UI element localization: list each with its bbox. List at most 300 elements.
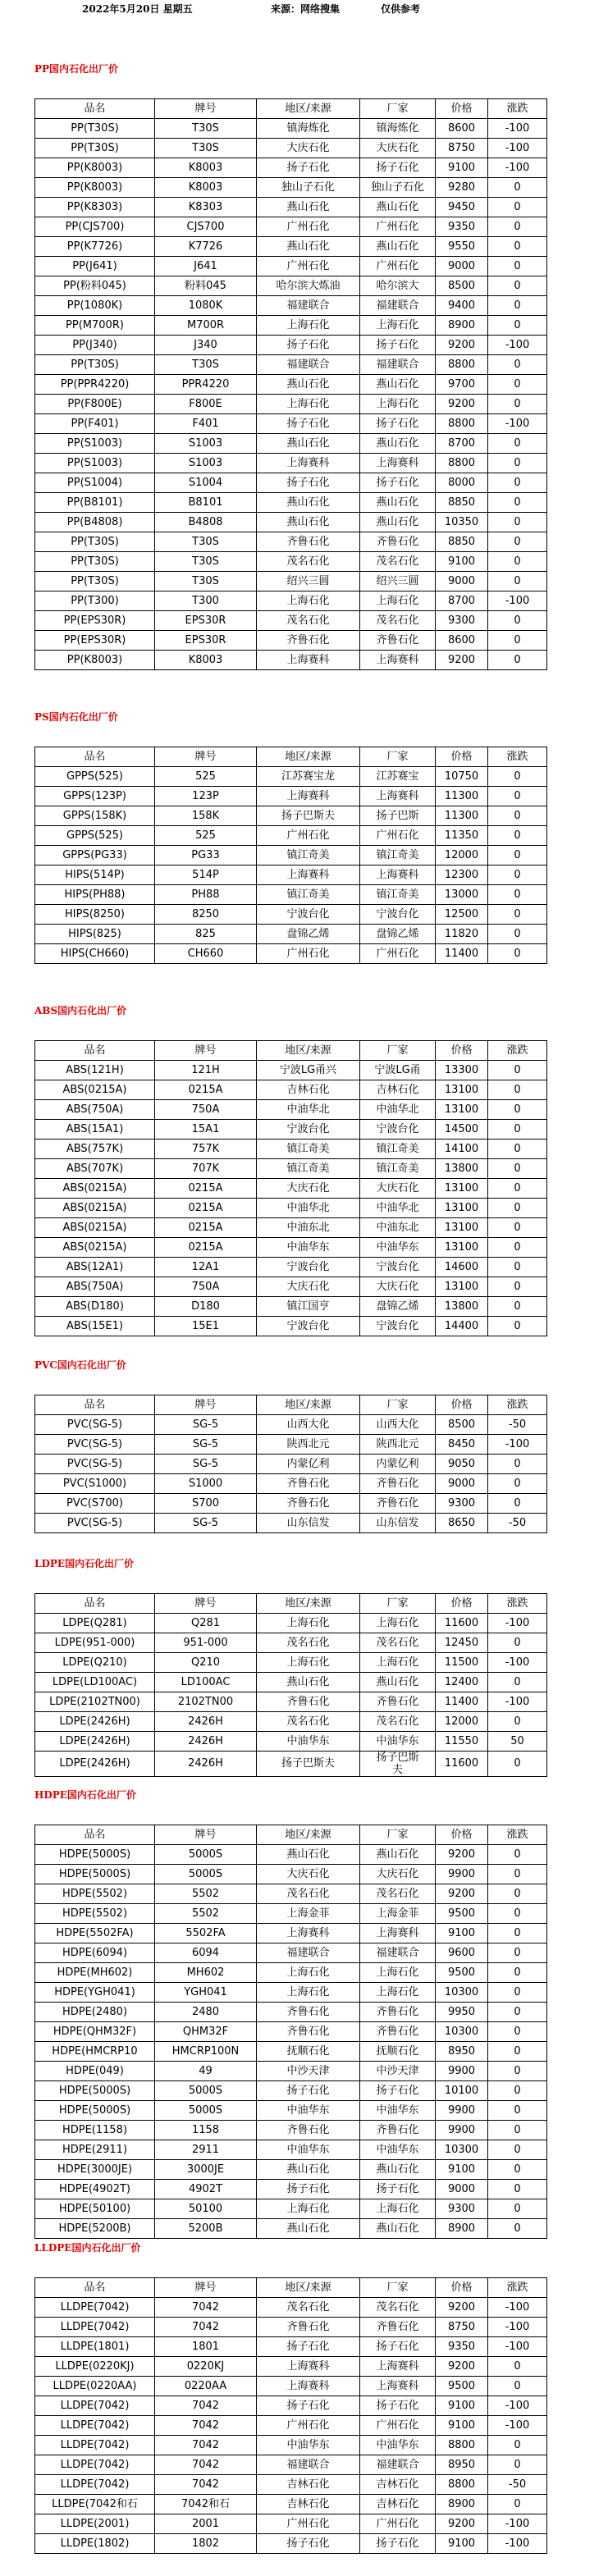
table-row xyxy=(35,2377,547,2396)
table-row xyxy=(35,2160,547,2180)
cell-product: LDPE(Q210) xyxy=(35,1653,155,1673)
cell-product: ABS(750A) xyxy=(35,1100,155,1120)
cell-change: 0 xyxy=(488,198,547,217)
table-row xyxy=(35,276,547,296)
cell-region: 齐鲁石化 xyxy=(257,1494,360,1514)
table-row xyxy=(35,237,547,257)
table-row xyxy=(35,885,547,905)
cell-grade: 0220AA xyxy=(155,2377,257,2396)
report-header xyxy=(0,2,608,16)
cell-price: 8950 xyxy=(436,2042,488,2062)
cell-change: 0 xyxy=(488,2377,547,2396)
cell-region: 齐鲁石化 xyxy=(257,2318,360,2337)
cell-price: 9200 xyxy=(436,2357,488,2377)
cell-product: PP(T300) xyxy=(35,591,155,611)
cell-region: 陕西北元 xyxy=(257,1435,360,1455)
cell-maker: 扬子巴斯夫 xyxy=(360,1752,436,1777)
cell-price: 8500 xyxy=(436,1415,488,1435)
cell-product: PP(B8101) xyxy=(35,493,155,513)
column-header-product: 品名 xyxy=(35,1041,155,1061)
cell-product: PP(T30S) xyxy=(35,572,155,591)
cell-maker: 镇江奇美 xyxy=(360,1159,436,1179)
cell-product: HDPE(YGH041) xyxy=(35,1983,155,2003)
cell-region: 上海石化 xyxy=(257,1653,360,1673)
cell-grade: 1080K xyxy=(155,296,257,316)
cell-price: 8950 xyxy=(436,2455,488,2475)
cell-grade: PG33 xyxy=(155,846,257,866)
table-row xyxy=(35,905,547,925)
cell-price: 11600 xyxy=(436,1752,488,1777)
cell-price: 8000 xyxy=(436,473,488,493)
cell-region: 扬子石化 xyxy=(257,2180,360,2199)
cell-price: 8700 xyxy=(436,434,488,454)
cell-price: 10100 xyxy=(436,2081,488,2101)
cell-product: HDPE(MH602) xyxy=(35,1963,155,1983)
cell-maker: 上海石化 xyxy=(360,1614,436,1633)
table-row xyxy=(35,1100,547,1120)
cell-price: 9350 xyxy=(436,2337,488,2357)
cell-price: 8800 xyxy=(436,2475,488,2495)
cell-region: 燕山石化 xyxy=(257,375,360,395)
cell-price: 10300 xyxy=(436,2140,488,2160)
column-header-grade: 牌号 xyxy=(155,1395,257,1415)
cell-grade: 7042 xyxy=(155,2416,257,2436)
cell-maker: 镇海炼化 xyxy=(360,119,436,139)
cell-change: 0 xyxy=(488,513,547,532)
cell-change: -50 xyxy=(488,1415,547,1435)
table-row xyxy=(35,611,547,631)
cell-product: PP(1080K) xyxy=(35,296,155,316)
table-row xyxy=(35,2062,547,2081)
cell-grade: K7726 xyxy=(155,237,257,257)
cell-product: PP(粉料045) xyxy=(35,276,155,296)
cell-product: LLDPE(7042) xyxy=(35,2436,155,2455)
column-header-change: 涨跌 xyxy=(488,1041,547,1061)
table-row xyxy=(35,1061,547,1080)
cell-product: PVC(SG-5) xyxy=(35,1415,155,1435)
cell-grade: 525 xyxy=(155,767,257,787)
cell-product: HDPE(5200B) xyxy=(35,2219,155,2239)
cell-change: 0 xyxy=(488,1238,547,1258)
cell-product: HDPE(6094) xyxy=(35,1943,155,1963)
cell-region: 广州石化 xyxy=(257,257,360,276)
cell-product: LDPE(LD100AC) xyxy=(35,1673,155,1692)
cell-product: ABS(15E1) xyxy=(35,1317,155,1336)
table-row xyxy=(35,651,547,670)
cell-grade: 2426H xyxy=(155,1712,257,1732)
cell-region: 中油华东 xyxy=(257,1238,360,1258)
cell-change: 0 xyxy=(488,944,547,964)
cell-price: 9100 xyxy=(436,2416,488,2436)
table-row xyxy=(35,1845,547,1865)
cell-change: 0 xyxy=(488,178,547,198)
cell-change: 0 xyxy=(488,1904,547,1924)
cell-region: 福建联合 xyxy=(257,296,360,316)
cell-change: -100 xyxy=(488,2318,547,2337)
cell-product: GPPS(PG33) xyxy=(35,846,155,866)
cell-region: 福建联合 xyxy=(257,2455,360,2475)
cell-product: ABS(0215A) xyxy=(35,1199,155,1218)
cell-maker: 齐鲁石化 xyxy=(360,2121,436,2140)
cell-grade: 7042 xyxy=(155,2475,257,2495)
cell-region: 中油华东 xyxy=(257,2101,360,2121)
cell-region: 福建联合 xyxy=(257,355,360,375)
cell-grade: T30S xyxy=(155,552,257,572)
cell-grade: 2426H xyxy=(155,1732,257,1752)
column-header-region: 地区/来源 xyxy=(257,1825,360,1845)
cell-maker: 宁波LG甬 xyxy=(360,1061,436,1080)
table-row xyxy=(35,1120,547,1140)
cell-grade: 2911 xyxy=(155,2140,257,2160)
cell-change: 0 xyxy=(488,1474,547,1494)
cell-maker: 大庆石化 xyxy=(360,1277,436,1297)
cell-region: 内蒙亿利 xyxy=(257,1455,360,1474)
cell-maker: 扬子石化 xyxy=(360,2534,436,2554)
cell-change: 0 xyxy=(488,2101,547,2121)
cell-change: 0 xyxy=(488,1179,547,1199)
column-header-region: 地区/来源 xyxy=(257,747,360,767)
cell-region: 扬子石化 xyxy=(257,2337,360,2357)
cell-maker: 福建联合 xyxy=(360,296,436,316)
cell-grade: 0215A xyxy=(155,1179,257,1199)
cell-grade: 158K xyxy=(155,806,257,826)
table-row xyxy=(35,1218,547,1238)
cell-price: 12000 xyxy=(436,846,488,866)
table-row xyxy=(35,296,547,316)
cell-grade: 1158 xyxy=(155,2121,257,2140)
cell-maker: 燕山石化 xyxy=(360,513,436,532)
cell-product: PP(F800E) xyxy=(35,395,155,414)
cell-product: PP(EPS30R) xyxy=(35,611,155,631)
cell-product: PP(F401) xyxy=(35,414,155,434)
cell-product: ABS(12A1) xyxy=(35,1258,155,1277)
cell-product: HDPE(3000JE) xyxy=(35,2160,155,2180)
cell-product: PP(T30S) xyxy=(35,139,155,158)
cell-maker: 镇江奇美 xyxy=(360,846,436,866)
cell-change: 0 xyxy=(488,1633,547,1653)
cell-product: PP(M700R) xyxy=(35,316,155,336)
cell-maker: 扬子石化 xyxy=(360,158,436,178)
cell-change: -100 xyxy=(488,2534,547,2554)
cell-price: 11300 xyxy=(436,806,488,826)
cell-grade: 15A1 xyxy=(155,1120,257,1140)
table-row xyxy=(35,336,547,355)
cell-change: -100 xyxy=(488,1692,547,1712)
cell-maker: 扬子石化 xyxy=(360,2337,436,2357)
cell-product: HIPS(8250) xyxy=(35,905,155,925)
cell-change: 0 xyxy=(488,395,547,414)
cell-grade: 0215A xyxy=(155,1199,257,1218)
cell-region: 上海赛科 xyxy=(257,1924,360,1943)
cell-product: ABS(D180) xyxy=(35,1297,155,1317)
table-row xyxy=(35,2180,547,2199)
cell-price: 8850 xyxy=(436,493,488,513)
cell-region: 吉林石化 xyxy=(257,2475,360,2495)
cell-grade: K8003 xyxy=(155,158,257,178)
table-row xyxy=(35,139,547,158)
cell-price: 9500 xyxy=(436,1904,488,1924)
cell-price: 9000 xyxy=(436,257,488,276)
cell-change: 0 xyxy=(488,2436,547,2455)
cell-price: 9900 xyxy=(436,2101,488,2121)
cell-product: LLDPE(7042) xyxy=(35,2475,155,2495)
cell-price: 13100 xyxy=(436,1218,488,1238)
cell-price: 13100 xyxy=(436,1179,488,1199)
cell-price: 9100 xyxy=(436,2396,488,2416)
table-row xyxy=(35,1924,547,1943)
cell-maker: 绍兴三圆 xyxy=(360,572,436,591)
cell-price: 8700 xyxy=(436,591,488,611)
column-header-region: 地区/来源 xyxy=(257,1395,360,1415)
cell-region: 吉林石化 xyxy=(257,2495,360,2514)
cell-region: 燕山石化 xyxy=(257,237,360,257)
cell-product: PP(T30S) xyxy=(35,119,155,139)
column-header-change: 涨跌 xyxy=(488,99,547,119)
cell-grade: 5502 xyxy=(155,1884,257,1904)
table-header-row xyxy=(35,2278,547,2298)
column-header-price: 价格 xyxy=(436,1395,488,1415)
cell-region: 上海石化 xyxy=(257,316,360,336)
table-row xyxy=(35,1258,547,1277)
cell-product: ABS(0215A) xyxy=(35,1080,155,1100)
cell-change: 0 xyxy=(488,1865,547,1884)
cell-grade: 123P xyxy=(155,787,257,806)
cell-price: 8500 xyxy=(436,276,488,296)
column-header-maker: 厂家 xyxy=(360,1594,436,1614)
cell-change: 0 xyxy=(488,631,547,651)
cell-change: 0 xyxy=(488,257,547,276)
cell-price: 13100 xyxy=(436,1080,488,1100)
cell-change: -100 xyxy=(488,1614,547,1633)
cell-change: 0 xyxy=(488,217,547,237)
cell-grade: K8003 xyxy=(155,178,257,198)
table-row xyxy=(35,1614,547,1633)
cell-change: 0 xyxy=(488,1120,547,1140)
cell-maker: 上海金菲 xyxy=(360,1904,436,1924)
cell-price: 9500 xyxy=(436,1963,488,1983)
cell-grade: 5000S xyxy=(155,2101,257,2121)
cell-price: 9100 xyxy=(436,2534,488,2554)
cell-product: ABS(757K) xyxy=(35,1140,155,1159)
cell-product: HIPS(CH660) xyxy=(35,944,155,964)
cell-grade: 514P xyxy=(155,866,257,885)
cell-change: 0 xyxy=(488,572,547,591)
table-row xyxy=(35,2357,547,2377)
cell-region: 扬子石化 xyxy=(257,2534,360,2554)
cell-region: 吉林石化 xyxy=(257,1080,360,1100)
cell-maker: 扬子石化 xyxy=(360,2396,436,2416)
section-title: PP国内石化出厂价 xyxy=(34,63,119,75)
cell-maker: 宁波台化 xyxy=(360,1120,436,1140)
cell-maker: 上海石化 xyxy=(360,316,436,336)
cell-price: 8900 xyxy=(436,2219,488,2239)
cell-price: 12450 xyxy=(436,1633,488,1653)
section-lldpe xyxy=(34,2240,548,2554)
cell-maker: 齐鲁石化 xyxy=(360,2003,436,2022)
report-date: 2022年5月20日 星期五 xyxy=(82,3,193,15)
table-row xyxy=(35,2318,547,2337)
cell-change: -100 xyxy=(488,2416,547,2436)
cell-maker: 上海石化 xyxy=(360,591,436,611)
cell-price: 8750 xyxy=(436,2318,488,2337)
cell-product: HDPE(049) xyxy=(35,2062,155,2081)
cell-change: -100 xyxy=(488,591,547,611)
cell-grade: 951-000 xyxy=(155,1633,257,1653)
table-row xyxy=(35,1080,547,1100)
column-header-product: 品名 xyxy=(35,99,155,119)
cell-change: 0 xyxy=(488,2180,547,2199)
cell-region: 上海石化 xyxy=(257,1983,360,2003)
cell-product: HDPE(5502) xyxy=(35,1904,155,1924)
cell-product: LDPE(2426H) xyxy=(35,1732,155,1752)
cell-maker: 中沙天津 xyxy=(360,2062,436,2081)
cell-maker: 扬子巴斯 xyxy=(360,806,436,826)
cell-price: 9200 xyxy=(436,2514,488,2534)
cell-region: 中油华东 xyxy=(257,2140,360,2160)
cell-price: 9700 xyxy=(436,375,488,395)
cell-change: 0 xyxy=(488,826,547,846)
table-row xyxy=(35,1317,547,1336)
table-row xyxy=(35,2199,547,2219)
cell-region: 扬子石化 xyxy=(257,414,360,434)
cell-maker: 广州石化 xyxy=(360,2514,436,2534)
table-row xyxy=(35,1514,547,1533)
cell-region: 独山子石化 xyxy=(257,178,360,198)
cell-product: LLDPE(2001) xyxy=(35,2514,155,2534)
table-row xyxy=(35,2022,547,2042)
cell-product: PVC(S700) xyxy=(35,1494,155,1514)
cell-grade: Q281 xyxy=(155,1614,257,1633)
cell-grade: 525 xyxy=(155,826,257,846)
cell-price: 14600 xyxy=(436,1258,488,1277)
cell-maker: 内蒙亿利 xyxy=(360,1455,436,1474)
table-row xyxy=(35,1415,547,1435)
cell-grade: 12A1 xyxy=(155,1258,257,1277)
cell-region: 上海石化 xyxy=(257,395,360,414)
section-ldpe xyxy=(34,1555,548,1777)
cell-change: 0 xyxy=(488,1494,547,1514)
cell-product: ABS(121H) xyxy=(35,1061,155,1080)
cell-change: 0 xyxy=(488,493,547,513)
cell-change: 0 xyxy=(488,1924,547,1943)
cell-maker: 上海石化 xyxy=(360,1963,436,1983)
cell-product: PP(T30S) xyxy=(35,552,155,572)
cell-price: 8800 xyxy=(436,2436,488,2455)
column-header-region: 地区/来源 xyxy=(257,1041,360,1061)
cell-region: 山东信发 xyxy=(257,1514,360,1533)
table-row xyxy=(35,473,547,493)
cell-region: 绍兴三圆 xyxy=(257,572,360,591)
table-row xyxy=(35,2534,547,2554)
cell-grade: T300 xyxy=(155,591,257,611)
cell-change: -50 xyxy=(488,2475,547,2495)
table-row xyxy=(35,1297,547,1317)
table-row xyxy=(35,2003,547,2022)
cell-price: 8650 xyxy=(436,1514,488,1533)
cell-maker: 独山子石化 xyxy=(360,178,436,198)
cell-grade: D180 xyxy=(155,1297,257,1317)
cell-price: 13800 xyxy=(436,1159,488,1179)
cell-region: 茂名石化 xyxy=(257,1712,360,1732)
cell-change: 0 xyxy=(488,1297,547,1317)
cell-change: 0 xyxy=(488,1943,547,1963)
table-row xyxy=(35,1884,547,1904)
table-row xyxy=(35,826,547,846)
cell-product: HDPE(HMCRP10 xyxy=(35,2042,155,2062)
column-header-price: 价格 xyxy=(436,2278,488,2298)
cell-product: GPPS(525) xyxy=(35,767,155,787)
cell-grade: MH602 xyxy=(155,1963,257,1983)
cell-grade: 0215A xyxy=(155,1218,257,1238)
cell-maker: 福建联合 xyxy=(360,355,436,375)
cell-grade: SG-5 xyxy=(155,1514,257,1533)
cell-product: LLDPE(7042和石 xyxy=(35,2495,155,2514)
cell-region: 宁波台化 xyxy=(257,1258,360,1277)
cell-region: 燕山石化 xyxy=(257,1673,360,1692)
cell-change: 0 xyxy=(488,651,547,670)
cell-grade: 7042 xyxy=(155,2436,257,2455)
cell-region: 广州石化 xyxy=(257,944,360,964)
cell-maker: 茂名石化 xyxy=(360,2298,436,2318)
cell-price: 9100 xyxy=(436,1924,488,1943)
cell-maker: 广州石化 xyxy=(360,2416,436,2436)
cell-price: 9450 xyxy=(436,198,488,217)
table-row xyxy=(35,1865,547,1884)
table-row xyxy=(35,119,547,139)
table-row xyxy=(35,1943,547,1963)
cell-maker: 扬子石化 xyxy=(360,414,436,434)
cell-change: 0 xyxy=(488,2042,547,2062)
cell-price: 12000 xyxy=(436,1712,488,1732)
column-header-product: 品名 xyxy=(35,1395,155,1415)
cell-change: -50 xyxy=(488,1514,547,1533)
table-row xyxy=(35,767,547,787)
table-row xyxy=(35,1963,547,1983)
cell-region: 上海赛科 xyxy=(257,651,360,670)
cell-change: 0 xyxy=(488,2357,547,2377)
cell-change: 0 xyxy=(488,237,547,257)
cell-change: 0 xyxy=(488,2081,547,2101)
cell-price: 11400 xyxy=(436,944,488,964)
table-row xyxy=(35,2436,547,2455)
cell-price: 8450 xyxy=(436,1435,488,1455)
table-header-row xyxy=(35,1825,547,1845)
cell-region: 哈尔滨大炼油 xyxy=(257,276,360,296)
table-row xyxy=(35,217,547,237)
cell-region: 齐鲁石化 xyxy=(257,2121,360,2140)
cell-region: 广州石化 xyxy=(257,2514,360,2534)
cell-change: 0 xyxy=(488,1080,547,1100)
cell-change: 0 xyxy=(488,1218,547,1238)
cell-maker: 上海赛科 xyxy=(360,454,436,473)
cell-grade: M700R xyxy=(155,316,257,336)
cell-maker: 吉林石化 xyxy=(360,2495,436,2514)
cell-price: 10350 xyxy=(436,513,488,532)
cell-maker: 宁波台化 xyxy=(360,1258,436,1277)
cell-change: 0 xyxy=(488,316,547,336)
cell-maker: 扬子石化 xyxy=(360,336,436,355)
section-pp xyxy=(34,61,548,670)
cell-price: 9000 xyxy=(436,572,488,591)
table-row xyxy=(35,631,547,651)
cell-grade: T30S xyxy=(155,139,257,158)
cell-change: 0 xyxy=(488,434,547,454)
cell-change: 0 xyxy=(488,2219,547,2239)
price-table xyxy=(34,1593,547,1777)
table-header-row xyxy=(35,1594,547,1614)
cell-price: 13100 xyxy=(436,1238,488,1258)
column-header-region: 地区/来源 xyxy=(257,1594,360,1614)
